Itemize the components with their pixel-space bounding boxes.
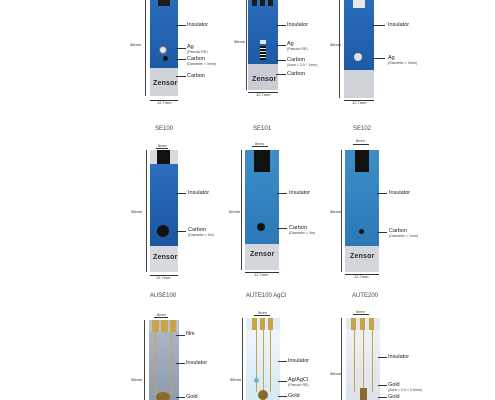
ag-electrode xyxy=(354,53,362,61)
gold-track xyxy=(155,332,156,396)
contact-tracks xyxy=(252,0,274,6)
contact-pad xyxy=(254,150,270,172)
height-dim-line xyxy=(145,0,146,96)
leader-line xyxy=(377,193,387,194)
strip-title: AUTE200 xyxy=(351,293,378,299)
contact-tracks xyxy=(158,0,170,6)
strip-ause100 xyxy=(149,320,179,400)
gold-track xyxy=(171,332,172,396)
label-ag: Ag xyxy=(287,41,294,47)
leader-line xyxy=(377,232,387,233)
label-ag: Ag xyxy=(187,44,194,50)
gold-track xyxy=(372,330,373,392)
label-insulator: Insulator xyxy=(288,358,310,364)
leader-line xyxy=(276,60,286,61)
gold-track xyxy=(354,330,355,392)
height-dim-line xyxy=(341,150,342,272)
contact-pad xyxy=(355,150,369,172)
leader-line xyxy=(176,76,186,77)
top-dim-line xyxy=(154,317,168,318)
width-dim-label: 12.7mm xyxy=(256,92,271,97)
label-carbon: Carbon xyxy=(289,225,308,231)
strip-se102 xyxy=(345,150,379,272)
label-agagcl-sub: (Pseudo RE) xyxy=(288,383,309,387)
label-insulator: Insulator xyxy=(388,22,410,28)
label-carbon: Carbon xyxy=(187,56,206,62)
height-dim-line xyxy=(146,150,147,272)
carbon-electrode xyxy=(359,229,364,234)
height-dim-line xyxy=(144,320,145,400)
leader-line xyxy=(277,228,287,229)
label-insulator: Insulator xyxy=(388,354,410,360)
label-film: film xyxy=(186,331,195,337)
strip-se100 xyxy=(150,150,178,272)
label-insulator: Insulator xyxy=(287,22,309,28)
strip-title: SE100 xyxy=(154,126,173,132)
label-carbon-sub: (Diameter = 1mm) xyxy=(389,234,419,238)
label-gold: Gold xyxy=(388,382,400,388)
width-dim-label: 12.7mm xyxy=(354,274,369,279)
top-dim-line xyxy=(156,148,168,149)
leader-line xyxy=(176,25,186,26)
height-dim-label: 58mm xyxy=(230,377,242,382)
zensor-logo: Zensor xyxy=(153,80,178,87)
label-carbon: Carbon xyxy=(389,228,408,234)
gold-track xyxy=(263,330,264,392)
leader-line xyxy=(372,58,385,59)
height-dim-label: 58mm xyxy=(130,42,142,47)
label-insulator: Insulator xyxy=(187,22,209,28)
label-ag-sub: (Pseudo RE) xyxy=(187,50,208,54)
top-dim-label: 8mm xyxy=(157,312,166,317)
label-insulator: Insulator xyxy=(186,360,208,366)
width-dim-label: 12.7mm xyxy=(156,275,171,280)
zensor-logo: Zensor xyxy=(252,76,277,83)
ag-electrode xyxy=(159,46,167,54)
gold-electrode xyxy=(258,390,268,400)
strip-top-right xyxy=(344,0,374,98)
height-dim-line xyxy=(242,318,243,400)
label-insulator: Insulator xyxy=(389,190,411,196)
width-dim-label: 12.7mm xyxy=(254,272,269,277)
label-insulator: Insulator xyxy=(188,190,210,196)
height-dim-label: 60mm xyxy=(229,209,241,214)
leader-line xyxy=(278,381,287,382)
strip-se101 xyxy=(245,150,279,270)
agagcl-electrode xyxy=(254,378,259,383)
top-dim-label: 8mm xyxy=(356,138,365,143)
label-insulator: Insulator xyxy=(289,190,311,196)
strip-aute100-agcl xyxy=(246,318,280,400)
height-dim-label: 58mm xyxy=(131,209,143,214)
leader-line xyxy=(378,357,387,358)
zensor-logo: Zensor xyxy=(350,253,375,260)
gold-electrode xyxy=(360,388,367,400)
top-dim-label: 8mm xyxy=(255,141,264,146)
carbon-electrode xyxy=(163,56,168,61)
leader-line xyxy=(372,25,385,26)
height-dim-line xyxy=(341,318,342,400)
carbon-electrode xyxy=(257,223,265,231)
label-carbon-2: Carbon xyxy=(287,71,306,77)
carbon-electrode xyxy=(260,46,266,60)
label-carbon-sub: (Diameter = 3mm) xyxy=(187,62,217,66)
contact-pads xyxy=(252,318,274,330)
leader-line xyxy=(378,385,387,386)
strip-title: AUTE100 AgCl xyxy=(245,293,287,299)
top-dim-label: 5mm xyxy=(356,309,365,314)
carbon-electrode xyxy=(157,225,169,237)
label-carbon-sub: (Diameter = 3m) xyxy=(289,231,316,235)
leader-line xyxy=(176,363,185,364)
ag-electrode xyxy=(260,40,266,44)
leader-line xyxy=(276,25,286,26)
top-dim-line xyxy=(353,144,369,145)
label-gold-2: Gold xyxy=(388,394,400,400)
label-carbon: Carbon xyxy=(188,227,207,233)
contact-pad xyxy=(157,150,170,164)
gold-track xyxy=(270,330,271,392)
label-gold-sub: (Area = 2.4 × 0.6mm) xyxy=(388,388,423,392)
label-gold: Gold xyxy=(288,393,300,399)
leader-line xyxy=(276,74,286,75)
top-dim-line xyxy=(252,146,268,147)
height-dim-label: 58mm xyxy=(330,371,342,376)
label-carbon-sub: (Diameter = 5m) xyxy=(188,233,215,237)
leader-line xyxy=(278,361,287,362)
strip-top-left xyxy=(150,0,178,96)
label-ag-sub: (Pseudo RE) xyxy=(287,47,308,51)
label-gold: Gold xyxy=(186,394,198,400)
height-dim-line xyxy=(246,0,247,90)
label-agagcl: Ag/AgCl xyxy=(288,377,309,383)
label-carbon: Carbon xyxy=(287,57,306,63)
leader-line xyxy=(277,193,287,194)
leader-line xyxy=(176,48,186,49)
strip-title: SE101 xyxy=(252,126,271,132)
width-dim-label: 12.7mm xyxy=(157,100,172,105)
contact-pads xyxy=(152,320,176,332)
contact-tracks xyxy=(353,0,365,8)
height-dim-label: 58mm xyxy=(330,209,342,214)
strip-aute200 xyxy=(346,318,380,400)
top-dim-line xyxy=(254,315,270,316)
leader-line xyxy=(276,45,286,46)
insulator-layer xyxy=(149,332,179,400)
gold-track xyxy=(363,330,364,392)
strip-top-mid xyxy=(248,0,278,90)
top-dim-line xyxy=(353,314,369,315)
zensor-logo: Zensor xyxy=(153,254,178,261)
label-carbon-sub: (Area = 2.5 * 1mm) xyxy=(287,63,318,67)
strip-title: AUSE100 xyxy=(149,293,177,299)
strip-title: SE102 xyxy=(352,126,371,132)
label-ag: Ag xyxy=(388,55,395,61)
leader-line xyxy=(176,335,185,336)
zensor-logo: Zensor xyxy=(250,251,275,258)
leader-line xyxy=(176,59,186,60)
contact-pads xyxy=(351,318,375,330)
leader-line xyxy=(176,231,186,232)
height-dim-label: 58mm xyxy=(330,42,342,47)
height-dim-label: 58mm xyxy=(131,377,143,382)
height-dim-line xyxy=(339,0,340,98)
leader-line xyxy=(176,193,186,194)
width-dim-label: 12.7mm xyxy=(352,100,367,105)
height-dim-line xyxy=(241,150,242,270)
top-dim-label: 8mm xyxy=(158,143,167,148)
leader-line xyxy=(378,397,387,398)
height-dim-label: 58mm xyxy=(234,39,246,44)
label-ag-sub: (Diameter = 3mm) xyxy=(388,61,418,65)
label-carbon-2: Carbon xyxy=(187,73,206,79)
leader-line xyxy=(176,397,185,398)
gold-electrode xyxy=(156,392,170,400)
leader-line xyxy=(278,396,287,397)
top-dim-label: 5mm xyxy=(258,310,267,315)
